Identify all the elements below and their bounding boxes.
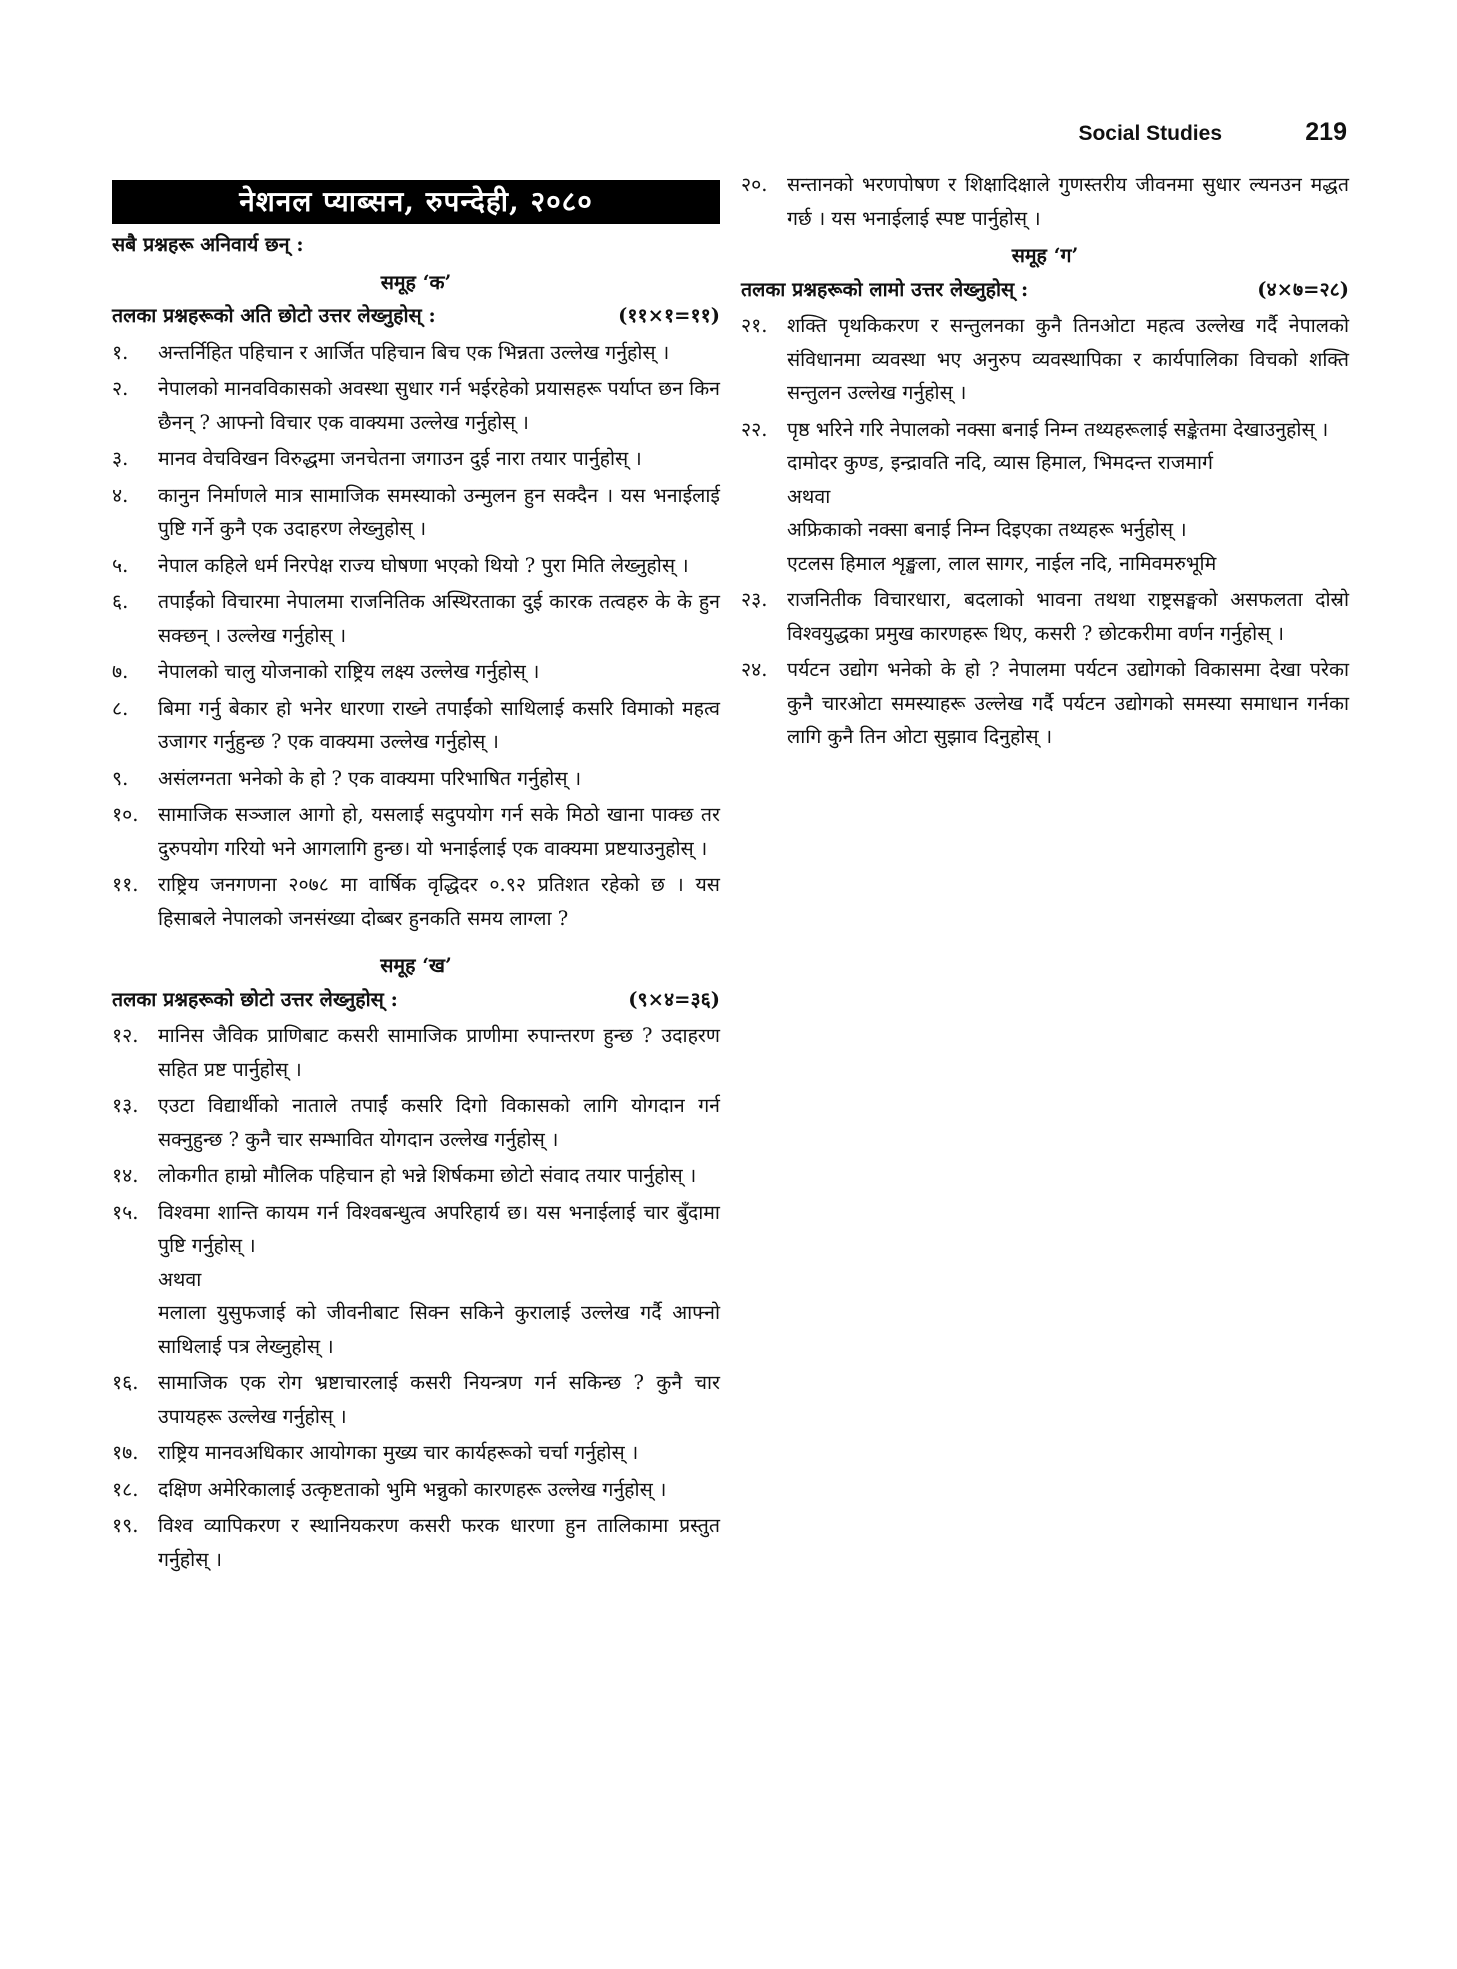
question-number: १७. (112, 1441, 139, 1464)
question-10 (112, 798, 720, 865)
question-text: पृष्ठ भरिने गरि नेपालको नक्सा बनाई निम्न तथ्यहरूलाई सङ्केतमा देखाउनुहोस् । (787, 417, 1329, 441)
question-number: २१. (741, 314, 768, 337)
page-number: 219 (1305, 118, 1347, 146)
question-text: बिमा गर्नु बेकार हो भनेर धारणा राख्ने तपाईंको साथिलाई कसरि विमाको महत्व उजागर गर्नुहुन्छ ? एक वाक्यमा उल्लेख गर्नुहोस् । (158, 696, 720, 753)
question-24 (741, 653, 1349, 754)
question-number: १८. (112, 1477, 139, 1501)
question-text: नेपालको चालु योजनाको राष्ट्रिय लक्ष्य उल्लेख गर्नुहोस् । (158, 660, 540, 683)
question-number: ९. (112, 766, 129, 790)
question-20 (741, 168, 1349, 235)
group-a-instruction-row (112, 299, 720, 333)
group-c-instruction: तलका प्रश्नहरूको लामो उत्तर लेख्नुहोस् : (741, 277, 1029, 301)
group-b-instruction: तलका प्रश्नहरूको छोटो उत्तर लेख्नुहोस् : (112, 987, 398, 1011)
question-5 (112, 549, 720, 583)
group-b-title: समूह ‘ख’ (380, 954, 452, 977)
question-18 (112, 1473, 720, 1507)
question-number: ८. (112, 696, 129, 720)
question-15-alternative: मलाला युसुफजाई को जीवनीबाट सिक्न सकिने कुरालाई उल्लेख गर्दै आफ्नो साथिलाई पत्र लेख्नुहोस् । (158, 1301, 720, 1358)
question-22-alternative: अफ्रिकाको नक्सा बनाई निम्न दिइएका तथ्यहरू भर्नुहोस् । (787, 518, 1187, 541)
question-22-facts-africa: एटलस हिमाल शृङ्खला, लाल सागर, नाईल नदि, नामिवमरुभूमि (787, 551, 1217, 575)
question-text: नेपाल कहिले धर्म निरपेक्ष राज्य घोषणा भएको थियो ? पुरा मिति लेख्नुहोस् । (158, 553, 689, 577)
question-1 (112, 336, 720, 370)
question-15-or: अथवा (158, 1267, 202, 1291)
question-number: १०. (112, 803, 139, 826)
question-number: १३. (112, 1094, 139, 1117)
question-11 (112, 868, 720, 935)
group-a-instruction: तलका प्रश्नहरूको अति छोटो उत्तर लेख्नुहोस् : (112, 304, 436, 327)
question-4 (112, 479, 720, 546)
question-text: राष्ट्रिय मानवअधिकार आयोगका मुख्य चार कार्यहरूको चर्चा गर्नुहोस् । (158, 1441, 639, 1464)
question-text: लोकगीत हाम्रो मौलिक पहिचान हो भन्ने शिर्षकमा छोटो संवाद तयार पार्नुहोस् । (158, 1164, 697, 1187)
subject-label: Social Studies (1078, 122, 1222, 145)
question-23 (741, 583, 1349, 650)
question-text: सामाजिक एक रोग भ्रष्टाचारलाई कसरी नियन्त्रण गर्न सकिन्छ ? कुनै चार उपायहरू उल्लेख गर्नुहोस् । (158, 1371, 720, 1428)
question-number: ५. (112, 553, 129, 577)
question-text: सन्तानको भरणपोषण र शिक्षादिक्षाले गुणस्तरीय जीवनमा सुधार ल्यनउन मद्धत गर्छ । यस भनाईलाई स्पष्ट पार्नुहोस् । (787, 173, 1349, 230)
question-14 (112, 1159, 720, 1193)
question-13 (112, 1089, 720, 1156)
question-number: १४. (112, 1164, 139, 1187)
group-b-instruction-row (112, 983, 720, 1017)
question-3 (112, 442, 720, 476)
question-text: मानिस जैविक प्राणिबाट कसरी सामाजिक प्राणीमा रुपान्तरण हुन्छ ? उदाहरण सहित प्रष्ट पार्नुहोस् । (158, 1024, 720, 1081)
question-8 (112, 692, 720, 759)
question-number: २४. (741, 658, 768, 681)
question-text: एउटा विद्यार्थीको नाताले तपाईं कसरि दिगो विकासको लागि योगदान गर्न सक्नुहुन्छ ? कुनै चार सम्भावित योगदान उल्लेख गर्नुहोस् । (158, 1094, 720, 1151)
question-22-facts-nepal: दामोदर कुण्ड, इन्द्रावति नदि, व्यास हिमाल, भिमदन्त राजमार्ग (787, 451, 1213, 474)
left-column (112, 168, 720, 1576)
question-12 (112, 1019, 720, 1086)
question-7 (112, 655, 720, 689)
question-text: मानव वेचविखन विरुद्धमा जनचेतना जगाउन दुई नारा तयार पार्नुहोस् । (158, 447, 642, 470)
question-number: ३. (112, 447, 129, 470)
question-19 (112, 1509, 720, 1576)
question-number: १५. (112, 1200, 139, 1224)
group-a-title: समूह ‘क’ (380, 270, 452, 294)
question-22 (741, 413, 1349, 447)
question-number: १२. (112, 1024, 139, 1047)
page-header (747, 118, 1347, 158)
question-number: ६. (112, 590, 129, 613)
question-number: ११. (112, 873, 139, 896)
exam-title: नेशनल प्याब्सन, रुपन्देही, २०८० (112, 180, 720, 224)
question-text: दक्षिण अमेरिकालाई उत्कृष्टताको भुमि भन्नुको कारणहरू उल्लेख गर्नुहोस् । (158, 1477, 667, 1501)
question-number: १६. (112, 1371, 139, 1394)
question-number: २०. (741, 173, 768, 196)
question-number: २. (112, 377, 129, 400)
group-b-marks: (९×४=३६) (628, 987, 720, 1011)
group-c-title: समूह ‘ग’ (1011, 244, 1079, 267)
question-text: विश्वमा शान्ति कायम गर्न विश्वबन्धुत्व अपरिहार्य छ। यस भनाईलाई चार बुँदामा पुष्टि गर्नुहोस् । (158, 1200, 720, 1257)
question-text: कानुन निर्माणले मात्र सामाजिक समस्याको उन्मुलन हुन सक्दैन । यस भनाईलाई पुष्टि गर्ने कुनै एक उदाहरण लेख्नुहोस् । (158, 483, 720, 540)
question-number: २२. (741, 417, 768, 441)
question-16 (112, 1366, 720, 1433)
question-2 (112, 372, 720, 439)
right-column (741, 165, 1349, 754)
question-22-or: अथवा (787, 484, 831, 508)
question-text: अन्तर्निहित पहिचान र आर्जित पहिचान बिच एक भिन्नता उल्लेख गर्नुहोस् । (158, 340, 670, 364)
question-21 (741, 309, 1349, 410)
question-text: राष्ट्रिय जनगणना २०७८ मा वार्षिक वृद्धिदर ०.९२ प्रतिशत रहेको छ । यस हिसाबले नेपालको जनसंख्या दोब्बर हुनकति समय लाग्ला ? (158, 873, 720, 930)
question-text: सामाजिक सञ्जाल आगो हो, यसलाई सदुपयोग गर्न सके मिठो खाना पाक्छ तर दुरुपयोग गरियो भने आगलागि हुन्छ। यो भनाईलाई एक वाक्यमा प्रष्टयाउनुहोस् । (158, 803, 720, 860)
group-a-marks: (११×१=११) (618, 304, 720, 327)
question-number: १९. (112, 1514, 139, 1537)
group-c-instruction-row (741, 273, 1349, 307)
question-text: असंलग्नता भनेको के हो ? एक वाक्यमा परिभाषित गर्नुहोस् । (158, 766, 582, 790)
question-text: शक्ति पृथकिकरण र सन्तुलनका कुनै तिनओटा महत्व उल्लेख गर्दै नेपालको संविधानमा व्यवस्था भए अनुरुप व्यवस्थापिका र कार्यपालिका विचको शक्ति सन्तुलन उल्लेख गर्नुहोस् । (787, 314, 1349, 404)
question-number: ७. (112, 660, 129, 683)
question-text: विश्व व्यापिकरण र स्थानियकरण कसरी फरक धारणा हुन तालिकामा प्रस्तुत गर्नुहोस् । (158, 1514, 720, 1571)
question-text: नेपालको मानवविकासको अवस्था सुधार गर्न भईरहेको प्रयासहरू पर्याप्त छन किन छैनन् ? आफ्नो विचार एक वाक्यमा उल्लेख गर्नुहोस् । (158, 377, 720, 434)
question-number: ४. (112, 483, 129, 507)
question-17 (112, 1436, 720, 1470)
question-number: २३. (741, 588, 768, 611)
question-text: पर्यटन उद्योग भनेको के हो ? नेपालमा पर्यटन उद्योगको विकासमा देखा परेका कुनै चारओटा समस्याहरू उल्लेख गर्दै पर्यटन उद्योगको समस्या समाधान गर्नका लागि कुनै तिन ओटा सुझाव दिनुहोस् । (787, 658, 1349, 748)
general-instruction: सबै प्रश्नहरू अनिवार्य छन् : (112, 233, 304, 256)
question-number: १. (112, 340, 129, 364)
group-c-marks: (४×७=२८) (1257, 277, 1349, 301)
question-15 (112, 1196, 720, 1263)
question-6 (112, 585, 720, 652)
question-text: राजनितीक विचारधारा, बदलाको भावना तथथा राष्ट्रसङ्घको असफलता दोस्रो विश्वयुद्धका प्रमुख कारणहरू थिए, कसरी ? छोटकरीमा वर्णन गर्नुहोस् । (787, 588, 1349, 645)
question-9 (112, 762, 720, 796)
question-text: तपाईंको विचारमा नेपालमा राजनितिक अस्थिरताका दुई कारक तत्वहरु के के हुन सक्छन् । उल्लेख गर्नुहोस् । (158, 590, 720, 647)
